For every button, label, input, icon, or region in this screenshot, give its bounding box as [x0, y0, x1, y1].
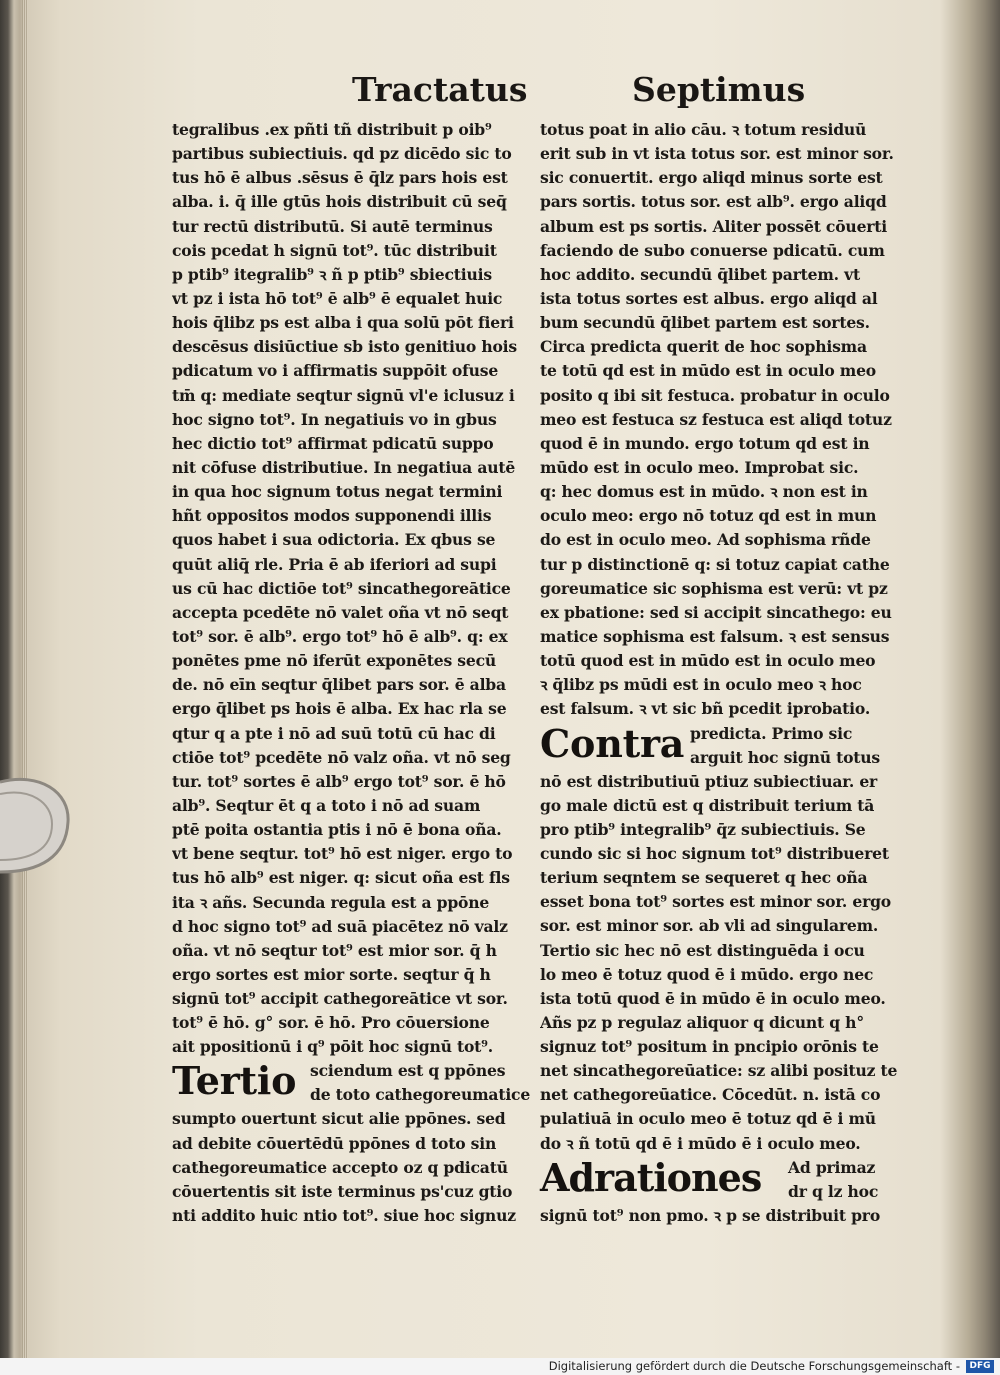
text-line: in qua hoc signum totus negat termini [172, 482, 503, 502]
text-line: tur rectū distributū. Si autē terminus [172, 216, 493, 236]
text-line: ait ppositionū i q⁹ pōit hoc signū tot⁹. [172, 1037, 494, 1057]
text-line: vt bene seqtur. tot⁹ hō est niger. ergo to [172, 844, 513, 864]
text-line: meo est festuca sz festuca est aliqd totuz [540, 409, 892, 429]
contra-line-2: arguit hoc signū totus [690, 747, 881, 767]
text-line: ex pbatione: sed si accipit sincathego: eu [540, 602, 892, 622]
text-line: ergo sortes est mior sorte. seqtur q̄ h [172, 964, 491, 984]
tertio-line-2: de toto cathegoreumatice [310, 1085, 531, 1105]
text-line: oña. vt nō seqtur tot⁹ est mior sor. q̄ h [172, 940, 497, 960]
text-line: accepta pcedēte nō valet oña vt nō seqt [172, 602, 509, 622]
text-line: goreumatice sic sophisma est verū: vt pz [540, 578, 888, 598]
text-line: tm̄ q: mediate seqtur signū vl'e iclusuz i [172, 385, 515, 405]
text-line: te totū qd est in mūdo est in oculo meo [540, 361, 876, 381]
text-line: pulatiuā in oculo meo ē totuz qd ē i mū [540, 1109, 876, 1129]
footer-credit: Digitalisierung gefördert durch die Deutsche Forschungsgemeinschaft - [548, 1359, 960, 1373]
text-line: nti addito huic ntio tot⁹. siue hoc signuz [172, 1206, 516, 1226]
text-line: ita ꝛ añs. Secunda regula est a ppōne [172, 892, 490, 912]
text-line: tus hō ē albus .sēsus ē q̄lz pars hois est [172, 168, 508, 188]
text-line: totū quod est in mūdo est in oculo meo [540, 651, 876, 671]
running-header [0, 70, 1000, 116]
text-line: matice sophisma est falsum. ꝛ est sensus [540, 626, 890, 646]
text-line: de. nō eīn seqtur q̄libet pars sor. ē alba [172, 675, 506, 695]
adrationes-paragraph-start [540, 1156, 902, 1204]
text-line: ꝛ q̄libz ps mūdi est in oculo meo ꝛ hoc [540, 675, 862, 695]
text-line: p ptib⁹ itegralib⁹ ꝛ ñ p ptib⁹ sbiectiuis [172, 264, 492, 284]
text-line: qtur q a pte i nō ad suū totū cū hac di [172, 723, 496, 743]
right-column [540, 118, 902, 1228]
tertio-line-1: sciendum est q ppōnes [310, 1061, 506, 1081]
tertio-paragraph-start [172, 1058, 531, 1107]
text-line: sumpto ouertunt sicut alie ppōnes. sed [172, 1109, 506, 1129]
text-line: Tertio sic hec nō est distinguēda i ocu [540, 940, 865, 960]
text-line: terium seqntem se sequeret q hec oña [540, 868, 868, 888]
contra-initial: Contra [540, 720, 685, 766]
text-line: do est in oculo meo. Ad sophisma rñde [540, 530, 871, 550]
text-line: descēsus disiūctiue sb isto genitiuo hois [172, 337, 517, 357]
text-line: tur. tot⁹ sortes ē alb⁹ ergo tot⁹ sor. ē hō [172, 771, 506, 791]
text-line: tegralibus .ex pñti tñ distribuit p oib⁹ [172, 120, 492, 139]
text-line: signū tot⁹ accipit cathegoreātice vt sor. [172, 989, 508, 1009]
text-line: partibus subiectiuis. qd pz dicēdo sic to [172, 144, 512, 164]
header-left: Tractatus [352, 70, 528, 109]
text-line: nō est distributiuū ptiuz subiectiuar. er [540, 771, 878, 791]
text-line: alba. i. q̄ ille gtūs hois distribuit cū seq̄ [172, 192, 507, 212]
page-stack-edge [22, 0, 28, 1358]
text-line: totus poat in alio cāu. ꝛ totum residuū [540, 120, 867, 139]
left-column [172, 118, 531, 1228]
text-line: cōuertentis sit iste terminus ps'cuz gtio [172, 1181, 513, 1201]
text-line: hoc addito. secundū q̄libet partem. vt [540, 264, 861, 284]
text-line: ad debite cōuertēdū ppōnes d toto sin [172, 1133, 497, 1153]
right-text-block-b [540, 770, 902, 1156]
tertio-initial: Tertio [172, 1058, 297, 1104]
text-line: ponētes pme nō iferūt exponētes secū [172, 651, 496, 671]
text-line: oculo meo: ergo nō totuz qd est in mun [540, 506, 877, 526]
digitization-footer [0, 1358, 1000, 1375]
text-line: bum secundū q̄libet partem est sortes. [540, 313, 870, 333]
text-line: sic conuertit. ergo aliqd minus sorte est [540, 168, 883, 188]
adrationes-line-1: Ad primaz [788, 1157, 876, 1177]
text-line: tus hō alb⁹ est niger. q: sicut oña est fls [172, 868, 510, 888]
text-line: us cū hac dictiōe tot⁹ sincathegoreātice [172, 578, 511, 598]
text-line: hñt oppositos modos supponendi illis [172, 506, 492, 526]
text-line: lo meo ē totuz quod ē i mūdo. ergo nec [540, 964, 874, 984]
text-line: tot⁹ sor. ē alb⁹. ergo tot⁹ hō ē alb⁹. q: ex [172, 626, 508, 646]
text-line: quos habet i sua odictoria. Ex qbus se [172, 530, 496, 550]
left-text-block-b [172, 1107, 524, 1228]
text-line: est falsum. ꝛ vt sic bñ pcedit iprobatio. [540, 699, 871, 719]
text-line: hoc signo tot⁹. In negatiuis vo in gbus [172, 409, 497, 429]
text-line: net sincathegoreūatice: sz alibi posituz te [540, 1061, 898, 1081]
contra-line-1: predicta. Primo sic [690, 723, 853, 743]
dfg-logo: DFG [966, 1360, 994, 1373]
text-line: cathegoreumatice accepto oz q pdicatū [172, 1157, 508, 1177]
text-line: pro ptib⁹ integralib⁹ q̄z subiectiuis. Se [540, 819, 866, 839]
text-line: ctiōe tot⁹ pcedēte nō valz oña. vt nō seg [172, 747, 511, 767]
text-line: cois pcedat h signū tot⁹. tūc distribuit [172, 240, 497, 260]
text-line: album est ps sortis. Aliter possēt cōuerti [540, 216, 888, 236]
text-line: hec dictio tot⁹ affirmat pdicatū suppo [172, 433, 494, 453]
text-line: Añs pz p regulaz aliquor q dicunt q h° [540, 1012, 864, 1032]
text-line: quūt aliq̄ rle. Pria ē ab iferiori ad supi [172, 554, 497, 574]
text-line: alb⁹. Seqtur ēt q a toto i nō ad suam [172, 795, 481, 815]
text-line: ergo q̄libet ps hois ē alba. Ex hac rla se [172, 699, 507, 719]
text-line: d hoc signo tot⁹ ad suā piacētez nō valz [172, 916, 508, 936]
page-clip-icon [0, 772, 72, 882]
contra-paragraph-start [540, 722, 902, 770]
text-line: posito q ibi sit festuca. probatur in oculo [540, 385, 890, 405]
text-line: hois q̄libz ps est alba i qua solū pōt fieri [172, 313, 514, 333]
text-line: pars sortis. totus sor. est alb⁹. ergo aliqd [540, 192, 887, 212]
text-line: signuz tot⁹ positum in pncipio orōnis te [540, 1037, 879, 1057]
text-line: nit cōfuse distributiue. In negatiua autē [172, 457, 516, 477]
text-line: quod ē in mundo. ergo totum qd est in [540, 433, 870, 453]
right-last-line: signū tot⁹ non pmo. ꝛ p se distribuit pro [540, 1205, 881, 1225]
text-line: go male dictū est q distribuit terium tā [540, 795, 875, 815]
left-text-block-a [172, 118, 524, 1059]
text-line: sor. est minor sor. ab vli ad singularem. [540, 916, 879, 936]
text-line: ptē poita ostantia ptis i nō ē bona oña. [172, 820, 502, 840]
text-line: net cathegoreūatice. Cōcedūt. n. istā co [540, 1085, 881, 1105]
adrationes-line-2: dr q lz hoc [788, 1181, 879, 1201]
text-line: Circa predicta querit de hoc sophisma [540, 337, 867, 357]
text-line: faciendo de subo conuerse pdicatū. cum [540, 240, 885, 260]
text-line: q: hec domus est in mūdo. ꝛ non est in [540, 482, 868, 502]
right-text-block-a [540, 118, 902, 722]
text-line: esset bona tot⁹ sortes est minor sor. ergo [540, 892, 892, 912]
text-line: tot⁹ ē hō. g° sor. ē hō. Pro cōuersione [172, 1013, 490, 1033]
text-line: vt pz i ista hō tot⁹ ē alb⁹ ē equalet huic [172, 288, 503, 308]
text-line: pdicatum vo i affirmatis suppōit ofuse [172, 361, 499, 381]
text-line: ista totū quod ē in mūdo ē in oculo meo. [540, 988, 886, 1008]
text-line: tur p distinctionē q: si totuz capiat cathe [540, 554, 890, 574]
text-line: mūdo est in oculo meo. Improbat sic. [540, 457, 859, 477]
text-line: cundo sic si hoc signum tot⁹ distribueret [540, 843, 889, 863]
text-line: ista totus sortes est albus. ergo aliqd al [540, 288, 878, 308]
text-line: erit sub in vt ista totus sor. est minor sor. [540, 144, 894, 164]
header-right: Septimus [632, 70, 806, 109]
text-line: do ꝛ ñ totū qd ē i mūdo ē i oculo meo. [540, 1133, 861, 1153]
adrationes-initial: Adrationes [540, 1154, 762, 1200]
